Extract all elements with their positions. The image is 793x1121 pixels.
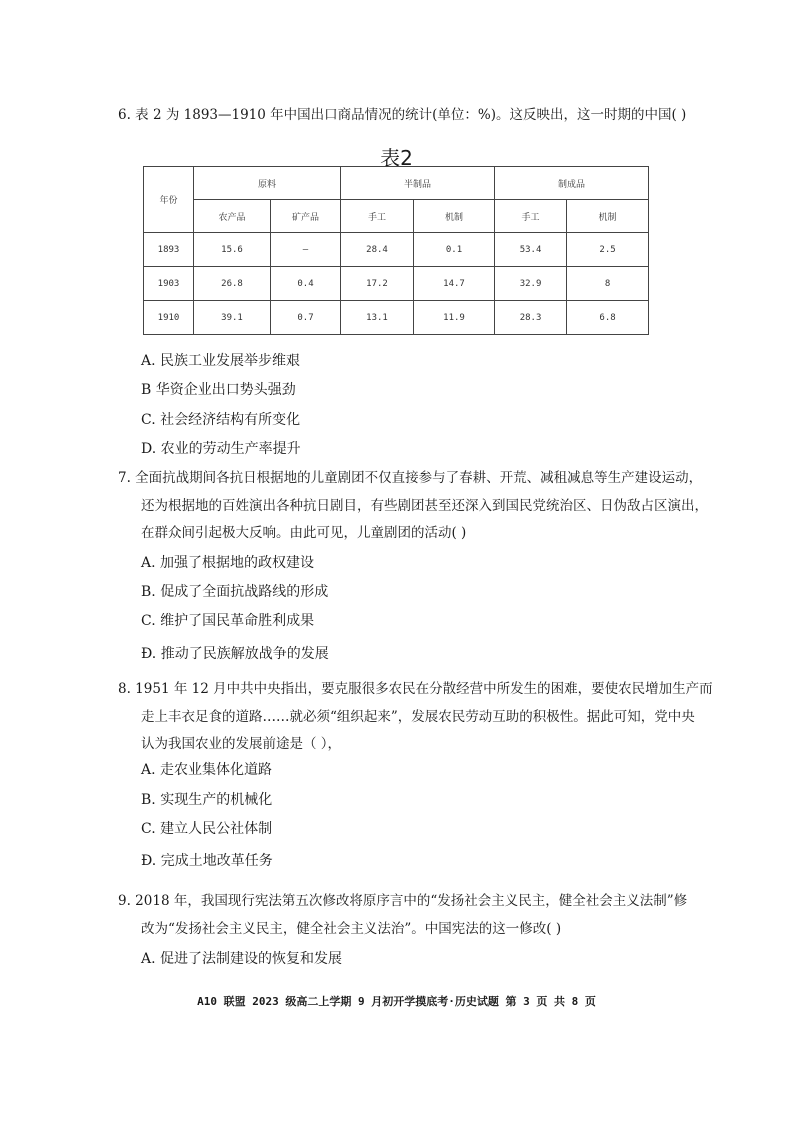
table-row bbox=[144, 301, 649, 335]
table-cell: 26.8 bbox=[194, 267, 271, 301]
table-cell: 32.9 bbox=[495, 267, 567, 301]
header-sub: 机制 bbox=[567, 200, 649, 233]
page-footer: A10 联盟 2023 级高二上学期 9 月初开学摸底考·历史试题 第 3 页 共 8 页 bbox=[197, 995, 596, 1008]
table-cell: 17.2 bbox=[341, 267, 414, 301]
header-group-semi: 半制品 bbox=[341, 167, 495, 200]
table-cell: 0.1 bbox=[414, 233, 495, 267]
q9-stem-line: 改为“发扬社会主义民主，健全社会主义法治”。中国宪法的这一修改( ) bbox=[141, 921, 562, 937]
table-cell: 15.6 bbox=[194, 233, 271, 267]
export-stats-table bbox=[143, 166, 649, 335]
table-cell: 13.1 bbox=[341, 301, 414, 335]
header-year: 年份 bbox=[144, 167, 194, 233]
q6-option-c[interactable]: C. 社会经济结构有所变化 bbox=[141, 412, 301, 428]
table-cell: 14.7 bbox=[414, 267, 495, 301]
q7-stem-line: 还为根据地的百姓演出各种抗日剧目，有些剧团甚至还深入到国民党统治区、日伪敌占区演出， bbox=[141, 498, 708, 514]
q6-option-a[interactable]: A. 民族工业发展举步维艰 bbox=[141, 353, 301, 369]
table-cell: 6.8 bbox=[567, 301, 649, 335]
table-cell: 11.9 bbox=[414, 301, 495, 335]
table-cell: — bbox=[271, 233, 341, 267]
q8-option-d[interactable]: Đ. 完成土地改革任务 bbox=[141, 853, 273, 869]
q9-option-a[interactable]: A. 促进了法制建设的恢复和发展 bbox=[141, 951, 343, 967]
q8-option-c[interactable]: C. 建立人民公社体制 bbox=[141, 821, 273, 837]
q7-option-a[interactable]: A. 加强了根据地的政权建设 bbox=[141, 555, 315, 571]
table-cell: 0.7 bbox=[271, 301, 341, 335]
header-group-finished: 制成品 bbox=[495, 167, 649, 200]
table-cell: 0.4 bbox=[271, 267, 341, 301]
table-row bbox=[144, 267, 649, 301]
q9-stem-line: 9. 2018 年，我国现行宪法第五次修改将原序言中的“发扬社会主义民主，健全社会主义法制”修 bbox=[118, 893, 688, 909]
header-group-raw: 原料 bbox=[194, 167, 341, 200]
q7-option-d[interactable]: Đ. 推动了民族解放战争的发展 bbox=[141, 646, 329, 662]
q7-option-c[interactable]: C. 维护了国民革命胜利成果 bbox=[141, 613, 315, 629]
table-cell: 28.3 bbox=[495, 301, 567, 335]
table-cell: 2.5 bbox=[567, 233, 649, 267]
q7-stem-line: 在群众间引起极大反响。由此可见，儿童剧团的活动( ) bbox=[141, 525, 467, 541]
q6-stem: 6. 表 2 为 1893—1910 年中国出口商品情况的统计(单位：%)。这反映出，这一时期的中国( ) bbox=[118, 107, 687, 123]
q6-option-b[interactable]: B 华资企业出口势头强劲 bbox=[141, 382, 296, 398]
q7-option-b[interactable]: B. 促成了全面抗战路线的形成 bbox=[141, 584, 329, 600]
header-sub: 手工 bbox=[341, 200, 414, 233]
q8-option-a[interactable]: A. 走农业集体化道路 bbox=[141, 762, 273, 778]
table-cell: 39.1 bbox=[194, 301, 271, 335]
table-row bbox=[144, 233, 649, 267]
header-sub: 机制 bbox=[414, 200, 495, 233]
table-cell: 1910 bbox=[144, 301, 194, 335]
q8-option-b[interactable]: B. 实现生产的机械化 bbox=[141, 792, 273, 808]
q7-stem-line: 7. 全面抗战期间各抗日根据地的儿童剧团不仅直接参与了春耕、开荒、减租减息等生产建设运动， bbox=[118, 470, 703, 486]
table-cell: 8 bbox=[567, 267, 649, 301]
q8-stem-line: 认为我国农业的发展前途是（ ）， bbox=[141, 736, 342, 752]
header-sub: 手工 bbox=[495, 200, 567, 233]
header-sub: 农产品 bbox=[194, 200, 271, 233]
table-cell: 1903 bbox=[144, 267, 194, 301]
table-title: 表2 bbox=[380, 146, 413, 170]
q6-option-d[interactable]: D. 农业的劳动生产率提升 bbox=[141, 441, 301, 457]
q8-stem-line: 8. 1951 年 12 月中共中央指出，要克服很多农民在分散经营中所发生的困难，要使农民增加生产而 bbox=[118, 681, 713, 697]
q8-stem-line: 走上丰衣足食的道路……就必须“组织起来”，发展农民劳动互助的积极性。据此可知，党中央 bbox=[141, 709, 695, 725]
table-cell: 1893 bbox=[144, 233, 194, 267]
table-cell: 28.4 bbox=[341, 233, 414, 267]
table-cell: 53.4 bbox=[495, 233, 567, 267]
header-sub: 矿产品 bbox=[271, 200, 341, 233]
